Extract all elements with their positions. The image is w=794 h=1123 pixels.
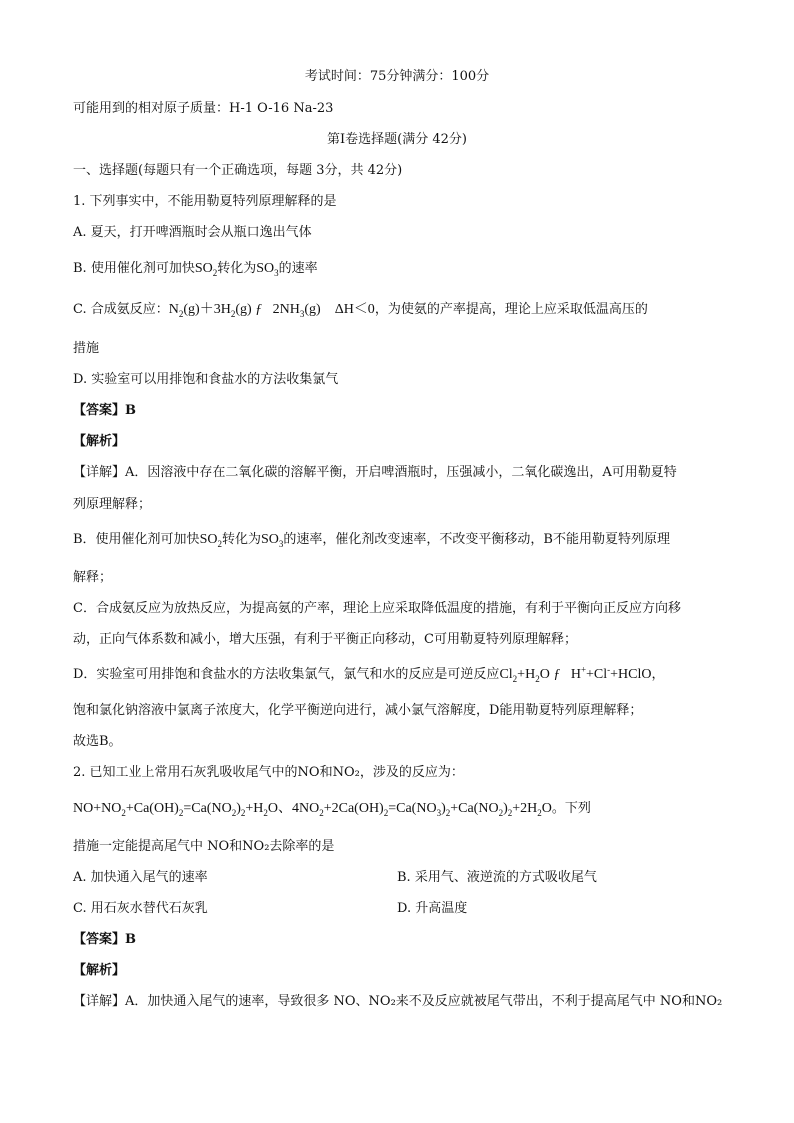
q2-option-c: C. 用石灰水替代石灰乳 bbox=[73, 901, 208, 916]
q2-option-d: D. 升高温度 bbox=[397, 901, 468, 916]
q2-analysis-label: 【解析】 bbox=[73, 963, 126, 978]
section-title: 第Ⅰ卷选择题(满分 42分) bbox=[327, 132, 467, 147]
q1-detail-a-2: 列原理解释； bbox=[73, 497, 152, 512]
q1-option-b: B. 使用催化剂可加快$SO_2$转化为$SO_3$的速率 bbox=[73, 261, 318, 278]
ammonia-equation: $N_2(g)+3H_2(g)$ ƒ $2NH_3(g)$ ΔH＜0 bbox=[168, 302, 375, 319]
exam-time: 考试时间：75分钟满分：100分 bbox=[304, 69, 490, 84]
q1-detail-c-1: C．合成氨反应为放热反应，为提高氨的产率，理论上应采取降低温度的措施，有利于平衡向正反应方向移 bbox=[73, 601, 681, 616]
q1-analysis-label: 【解析】 bbox=[73, 434, 126, 449]
q1-answer: 【答案】B bbox=[73, 403, 136, 418]
q1-option-d: D. 实验室可以用排饱和食盐水的方法收集氯气 bbox=[73, 372, 339, 387]
q1-option-a: A. 夏天，打开啤酒瓶时会从瓶口逸出气体 bbox=[73, 225, 312, 240]
chlorine-equation: $Cl_2+H_2O$ ƒ H++Cl-+HClO bbox=[499, 664, 652, 684]
q2-stem-3: 措施一定能提高尾气中 NO和NO₂去除率的是 bbox=[73, 839, 335, 854]
q1-detail-b-2: 解释； bbox=[73, 570, 113, 585]
q1-conclusion: 故选B。 bbox=[73, 734, 122, 749]
q1-detail-c-2: 动，正向气体系数和减小，增大压强，有利于平衡正向移动，C可用勒夏特列原理解释； bbox=[73, 632, 577, 647]
q2-answer: 【答案】B bbox=[73, 932, 136, 947]
q2-option-b: B. 采用气、液逆流的方式吸收尾气 bbox=[397, 870, 597, 885]
q2-reactions: $NO+NO_2+Ca(OH)_2=Ca(NO_2)_2+H_2O$、$4NO_2+2Ca(OH)_2=Ca(NO_3)_2+Ca(NO_2)_2+2H_2O$。下列 bbox=[73, 801, 591, 818]
q1-stem: 1. 下列事实中，不能用勒夏特列原理解释的是 bbox=[73, 194, 337, 209]
q1-detail-a-1: 【详解】A．因溶液中存在二氧化碳的溶解平衡，开启啤酒瓶时，压强减小，二氧化碳逸出，A可用勒夏特 bbox=[73, 465, 677, 480]
q2-detail-a: 【详解】A．加快通入尾气的速率，导致很多 NO、NO₂来不及反应就被尾气带出，不利于提高尾气中 NO和NO₂ bbox=[73, 994, 723, 1009]
lime-reactions: $NO+NO_2+Ca(OH)_2=Ca(NO_2)_2+H_2O$、$4NO_2+2Ca(OH)_2=Ca(NO_3)_2+Ca(NO_2)_2+2H_2O$ bbox=[73, 801, 552, 818]
q1-detail-d-2: 饱和氯化钠溶液中氯离子浓度大，化学平衡逆向进行，减小氯气溶解度，D能用勒夏特列原理解释； bbox=[73, 703, 643, 718]
q1-option-c: C. 合成氨反应：$N_2(g)+3H_2(g)$ ƒ $2NH_3(g)$ ΔH＜0，为使氨的产率提高，理论上应采取低温高压的 bbox=[73, 302, 648, 319]
q1-detail-b: B．使用催化剂可加快$SO_2$转化为$SO_3$的速率，催化剂改变速率，不改变平衡移动，B不能用勒夏特列原理 bbox=[73, 532, 670, 549]
q1-detail-d: D．实验室可用排饱和食盐水的方法收集氯气，氯气和水的反应是可逆反应$Cl_2+H_2O$ ƒ H++Cl-+HClO， bbox=[73, 664, 665, 684]
q2-stem-1: 2. 已知工业上常用石灰乳吸收尾气中的NO和NO₂，涉及的反应为： bbox=[73, 765, 464, 780]
section-intro: 一、选择题(每题只有一个正确选项，每题 3分，共 42分) bbox=[73, 163, 403, 178]
q1-option-c-cont: 措施 bbox=[73, 341, 100, 356]
atomic-masses: 可能用到的相对原子质量：H-1 O-16 Na-23 bbox=[73, 101, 334, 116]
q2-option-a: A. 加快通入尾气的速率 bbox=[73, 870, 208, 885]
